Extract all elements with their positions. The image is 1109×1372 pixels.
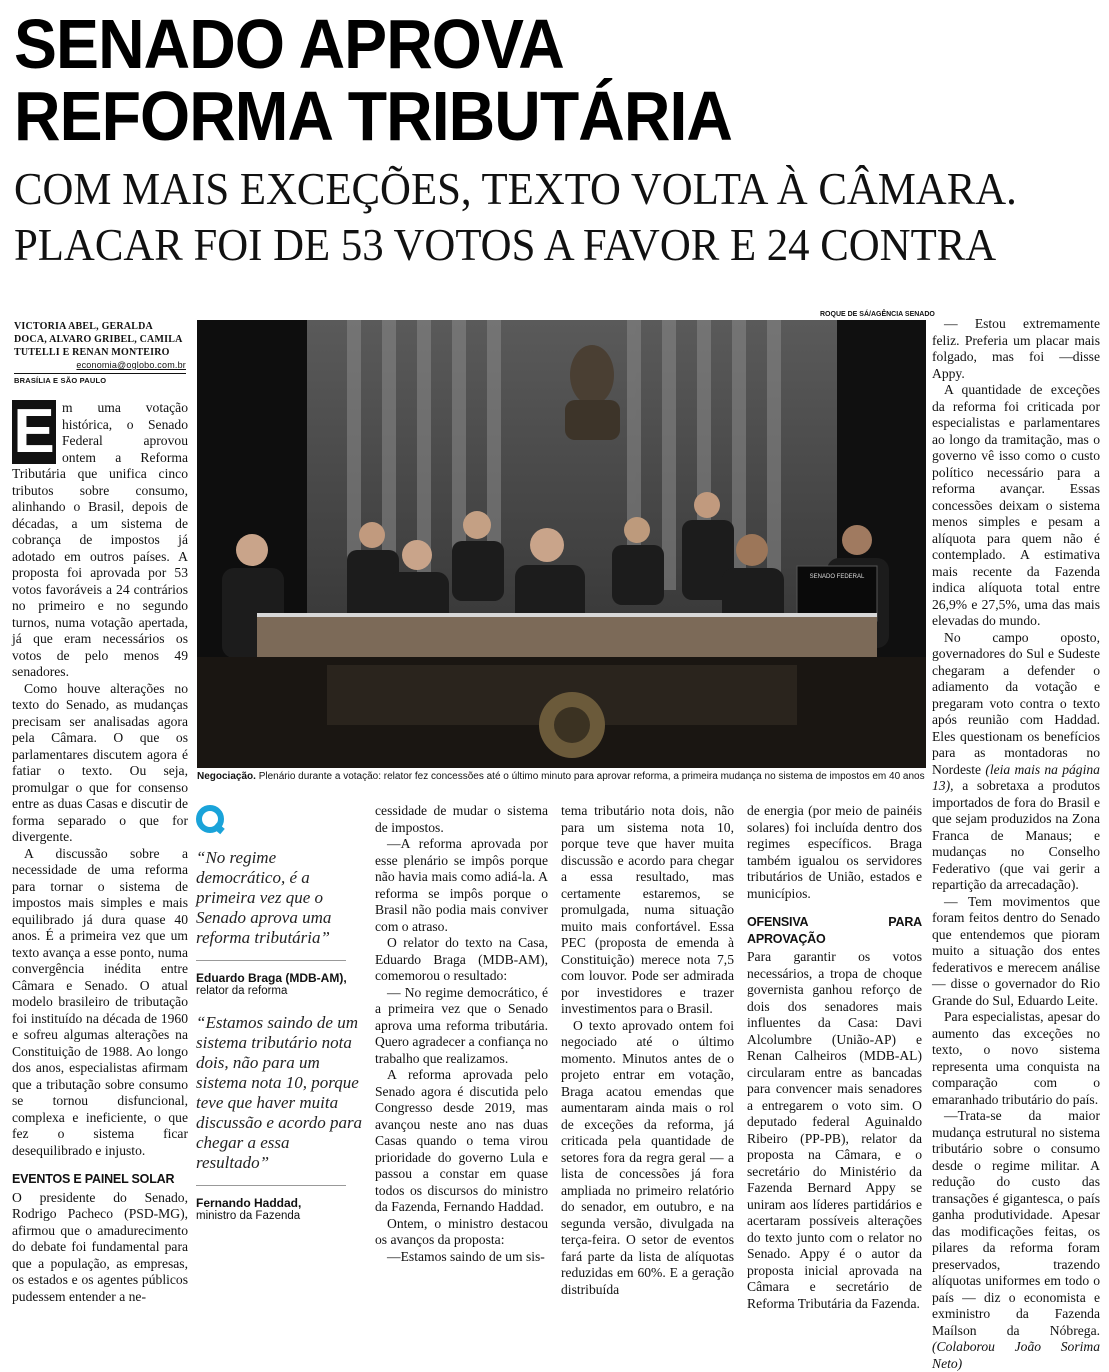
quote-haddad-role: ministro da Fazenda	[196, 1210, 301, 1222]
quote-braga-name: Eduardo Braga (MDB-AM),	[196, 971, 347, 985]
byline-email[interactable]: economia@oglobo.com.br	[76, 360, 186, 370]
section-heading-eventos: EVENTOS E PAINEL SOLAR	[12, 1172, 175, 1186]
caption-label: Negociação.	[197, 771, 256, 782]
quote-haddad-name: Fernando Haddad,	[196, 1196, 302, 1210]
quote-braga-role: relator da reforma	[196, 985, 288, 997]
column-6	[932, 316, 1100, 1372]
column-1	[12, 397, 188, 1305]
col6-p3-text-c: , a sobretaxa a produtos importados de fora do Brasil e que sejam produzidos na Zona Franca de Manaus; e mudanças no Conselho Federativo (que vai gerir a repartição da arrecadação).	[932, 778, 1100, 892]
col6-p6-credit: (Colaborou João Sorima Neto)	[932, 1339, 1100, 1371]
headline-line-2: REFORMA TRIBUTÁRIA	[14, 77, 733, 155]
subhead-line-2: PLACAR FOI DE 53 VOTOS A FAVOR E 24 CONTRA	[14, 219, 997, 270]
col3-paragraph-1: cessidade de mudar o sistema de impostos.	[375, 803, 548, 835]
column-5	[747, 803, 922, 1312]
news-photo	[197, 320, 926, 768]
col3-paragraph-2: —A reforma aprovada por esse plenário se impôs porque não havia mais como adiá-la. A reforma se impôs porque o Brasil não podia mais conviver com o atraso.	[375, 836, 548, 934]
column-3	[375, 803, 548, 1265]
col3-paragraph-3: O relator do texto na Casa, Eduardo Braga (MDB-AM), comemorou o resultado:	[375, 935, 548, 983]
col6-paragraph-2: A quantidade de exceções da reforma foi criticada por especialistas e parlamentares ao longo da tramitação, mas o governo vê isso como o custo político necessário para a reforma avançar. Essas concessões deixam o sistema menos simples e pesam a alíquota para quem não é contemplado. A estimativa mais recente da Fazenda indica alíquota total entre 26,9% e 27,5%, uma das mais elevadas do mundo.	[932, 382, 1100, 628]
drop-cap: E	[13, 397, 55, 466]
byline	[14, 320, 186, 387]
quote-braga: “No regime democrático, é a primeira vez que o Senado aprova uma reforma tributária”	[196, 848, 332, 947]
col1-paragraph-4: O presidente do Senado, Rodrigo Pacheco (PSD-MG), afirmou que o amadurecimento do debate foi fundamental para que a população, as empresas, os estados e os agentes públicos pudessem entender a ne-	[12, 1189, 188, 1304]
panel-sign: SENADO FEDERAL	[809, 574, 865, 580]
col6-p6-text: —Trata-se da maior mudança estrutural no sistema tributário sobre o consumo desde o regime militar. A redução do custo das transações é gigantesca, o país ganha produtividade. Apesar das modificações feitas, os pilares da reforma foram preservados, trazendo alíquotas uniformes em todo o país — diz o economista e exministro da Fazenda Maílson da Nóbrega.	[932, 1108, 1100, 1338]
col5-paragraph-2: Para garantir os votos necessários, a tropa de choque governista ganhou reforço de dois dos senadores mais influentes da Casa: Davi Alcolumbre (União-AP) e Renan Calheiros (MDB-AL) circularam entre as bancadas para convencer mais senadores a entregarem o voto sim. O deputado federal Aguinaldo Ribeiro (PP-PB), relator da proposta na Câmara, e o secretário do Ministério da Fazenda Bernard Appy se uniram aos líderes partidários e acertaram possíveis alterações do texto junto com o relator no Senado. Appy é o autor da proposta inicial aprovada na Câmara e secretário de Reforma Tributária da Fazenda.	[747, 949, 922, 1311]
photo-caption	[197, 770, 927, 783]
col3-paragraph-7: —Estamos saindo de um sis-	[387, 1248, 545, 1264]
col4-paragraph-1: tema tributário nota dois, não para um sistema nota 10, porque teve que haver muita discussão e acordo para chegar a essa resultado, mas certamente estaremos, se promulgada, numa situação muito mais confortável. Essa PEC (proposta de emenda à Constituição) merece nota 7,5 com louvor. Pode ser admirada por investidores e trazer investimentos para o Brasil.	[561, 803, 734, 1016]
photo-credit: ROQUE DE SÁ/AGÊNCIA SENADO	[820, 311, 935, 318]
quotes-column	[196, 805, 364, 1222]
col4-paragraph-2: O texto aprovado ontem foi negociado até o último momento. Minutos antes de o projeto entrar em votação, Braga acatou emendas que aumentaram ainda mais o rol de exceções da reforma, já criticada pela quantidade de setores fora da regra geral — a lista de concessões já fora ampliada no primeiro relatório do senador, em outubro, e na segunda versão, divulgada na terça-feira. O setor de eventos fará parte da lista de alíquotas reduzidas em 60%. E a geração distribuída	[561, 1017, 734, 1297]
caption-text: Plenário durante a votação: relator fez concessões até o último minuto para aprovar reforma, a primeira mudança no sistema de impostos em 40 anos	[255, 771, 925, 782]
quote-haddad: “Estamos saindo de um sistema tributário nota dois, não para um sistema nota 10, porque teve que haver muita discussão e acordo para chegar a essa resultado”	[196, 1013, 363, 1172]
col3-paragraph-4: — No regime democrático, é a primeira vez que o Senado aprova uma reforma tributária. Quero agradecer a confiança no trabalho que realizamos.	[375, 984, 548, 1066]
col6-paragraph-3	[932, 630, 1100, 894]
col6-paragraph-4: — Tem movimentos que foram feitos dentro do Senado que entendemos que pioram muito a situação dos entes federativos e merecem análise — disse o governador do Rio Grande do Sul, Eduardo Leite.	[932, 893, 1100, 1008]
subhead-line-1: COM MAIS EXCEÇÕES, TEXTO VOLTA À CÂMARA.	[14, 163, 1017, 214]
col6-paragraph-1: — Estou extremamente feliz. Preferia um placar mais folgado, mas foi —disse Appy.	[932, 316, 1100, 381]
section-heading-ofensiva: OFENSIVA PARA APROVAÇÃO	[747, 915, 922, 946]
col6-p3-reference: (leia mais na página 13)	[932, 761, 1100, 793]
col3-paragraph-6: Ontem, o ministro destacou os avanços da proposta:	[375, 1215, 548, 1247]
col6-paragraph-6	[932, 1108, 1100, 1372]
quote-q-icon	[196, 805, 226, 837]
col6-p3-text-a: No campo oposto, governadores do Sul e Sudeste chegaram a defender o adiamento da votação e pregaram voto contra o texto após reunião com Haddad. Eles questionam os benefícios para as montadoras no Nordeste	[932, 629, 1100, 777]
col1-paragraph-3: A discussão sobre a necessidade de uma reforma para tornar o sistema de impostos mais simples e mais equilibrado já dura quase 40 anos. É a primeira vez que um texto avança a esse ponto, numa convergência inédita entre Câmara e Senado. O atual modelo brasileiro de tributação foi instituído na década de 1960 e sofreu algumas alterações na Constituição de 1988. Ao longo dos anos, especialistas afirmam que a tributação sobre consumo se tornou disfuncional, complexa e ineficiente, o que fez o sistema ficar desequilibrado e injusto.	[12, 845, 188, 1158]
byline-authors: VICTORIA ABEL, GERALDA DOCA, ALVARO GRIBEL, CAMILA TUTELLI E RENAN MONTEIRO	[14, 321, 182, 358]
col5-paragraph-1: de energia (por meio de painéis solares) foi incluída dentro dos regimes específicos. Braga também igualou os servidores tributários de União, estados e municípios.	[747, 803, 922, 901]
senate-plenary-photo	[197, 320, 926, 768]
byline-location: BRASÍLIA E SÃO PAULO	[14, 376, 107, 385]
column-4	[561, 803, 734, 1298]
col1-paragraph-1: m uma votação histórica, o Senado Federal aprovou ontem a Reforma Tributária que unifica cinco tributos sobre consumo, alinhando o Brasil, depois de décadas, a um sistema de cobrança de impostos já adotado em outros países. A proposta foi aprovada por 53 votos favoráveis a 24 contrários no primeiro e no segundo turnos, numa votação apertada, já que eram necessários os votos de pelo menos 49 senadores.	[12, 400, 188, 679]
headline-line-1: SENADO APROVA	[14, 5, 564, 83]
col3-paragraph-5: A reforma aprovada pelo Senado agora é discutida pelo Congresso desde 2019, mas avançou neste ano nas duas Casas quando o tema virou prioridade do governo Lula e passou a constar em quase todos os discursos do ministro da Fazenda, Fernando Haddad.	[375, 1067, 548, 1214]
col6-paragraph-5: Para especialistas, apesar do aumento das exceções no texto, o novo sistema representa uma conquista na comparação com o emaranhado tributário do país.	[932, 1009, 1100, 1107]
col1-paragraph-2: Como houve alterações no texto do Senado, as mudanças precisam ser analisadas agora pela Câmara. O que os parlamentares discutem agora é fatiar o texto. Ou seja, promulgar o que for consenso entre as duas Casas e discutir de forma separado o que for divergente.	[12, 680, 188, 844]
